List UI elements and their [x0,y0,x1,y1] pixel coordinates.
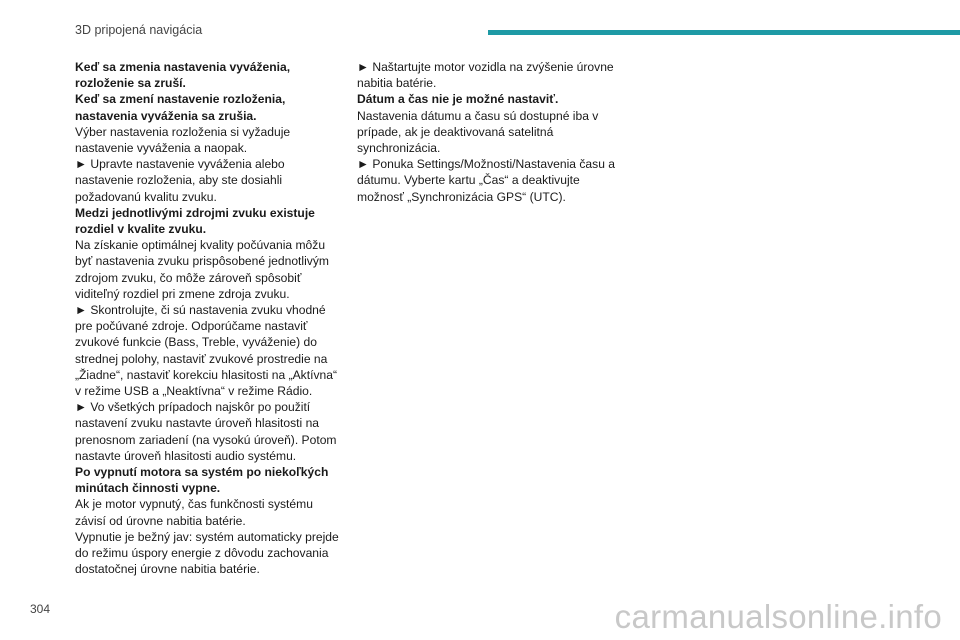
paragraph: ► Ponuka Settings/Možnosti/Nastavenia času a dátumu. Vyberte kartu „Čas“ a deaktivujte možnosť „Synchronizácia GPS“ (UTC). [357,157,616,204]
paragraph: Na získanie optimálnej kvality počúvania môžu byť nastavenia zvuku prispôsobené jednotlivým zdrojom zvuku, čo môže zároveň spôsobiť viditeľný rozdiel pri zmene zdroja zvuku. [75,238,329,301]
page-header-title: 3D pripojená navigácia [75,23,203,37]
paragraph: Vypnutie je bežný jav: systém automaticky prejde do režimu úspory energie z dôvodu zachovania dostatočnej úrovne nabitia batérie. [75,529,339,577]
right-text-column [357,59,627,205]
paragraph-heading: Po vypnutí motora sa systém po niekoľkých minútach činnosti vypne. [75,465,329,496]
paragraph: Výber nastavenia rozloženia si vyžaduje nastavenie vyváženia a naopak. [75,124,291,156]
paragraph-heading: Medzi jednotlivými zdrojmi zvuku existuje rozdiel v kvalite zvuku. [75,205,315,237]
watermark: carmanualsonline.info [614,598,942,635]
paragraph: Ak je motor vypnutý, čas funkčnosti systému závisí od úrovne nabitia batérie. [75,497,313,528]
paragraph: ► Vo všetkých prípadoch najskôr po použití nastavení zvuku nastavte úroveň hlasitosti na prenosnom zariadení (na vysokú úroveň). Potom nastavte úroveň hlasitosti audio systému. [75,400,337,463]
paragraph-heading: Dátum a čas nie je možné nastaviť. [357,92,559,107]
paragraph-heading: Keď sa zmení nastavenie rozloženia, nastavenia vyváženia sa zrušia. [75,92,286,123]
paragraph: ► Skontrolujte, či sú nastavenia zvuku vhodné pre počúvané zdroje. Odporúčame nastaviť zvukové funkcie (Bass, Treble, vyváženie) do strednej polohy, nastaviť zvukové prostredie na „Žiadne“, nastaviť korekciu hlasitosti na „Aktívna“ v režime USB a „Neaktívna“ v režime Rádio. [75,303,337,399]
paragraph-heading: Keď sa zmenia nastavenia vyváženia, rozloženie sa zruší. [75,60,291,91]
paragraph: Nastavenia dátumu a času sú dostupné iba v prípade, ak je deaktivovaná satelitná synchronizácia. [357,108,599,156]
header-accent-bar [488,30,960,35]
page-number: 304 [30,602,51,616]
paragraph: ► Naštartujte motor vozidla na zvýšenie úrovne nabitia batérie. [357,60,614,91]
left-text-column [75,59,345,578]
paragraph: ► Upravte nastavenie vyváženia alebo nastavenie rozloženia, aby ste dosiahli požadovanú kvalitu zvuku. [75,157,285,204]
